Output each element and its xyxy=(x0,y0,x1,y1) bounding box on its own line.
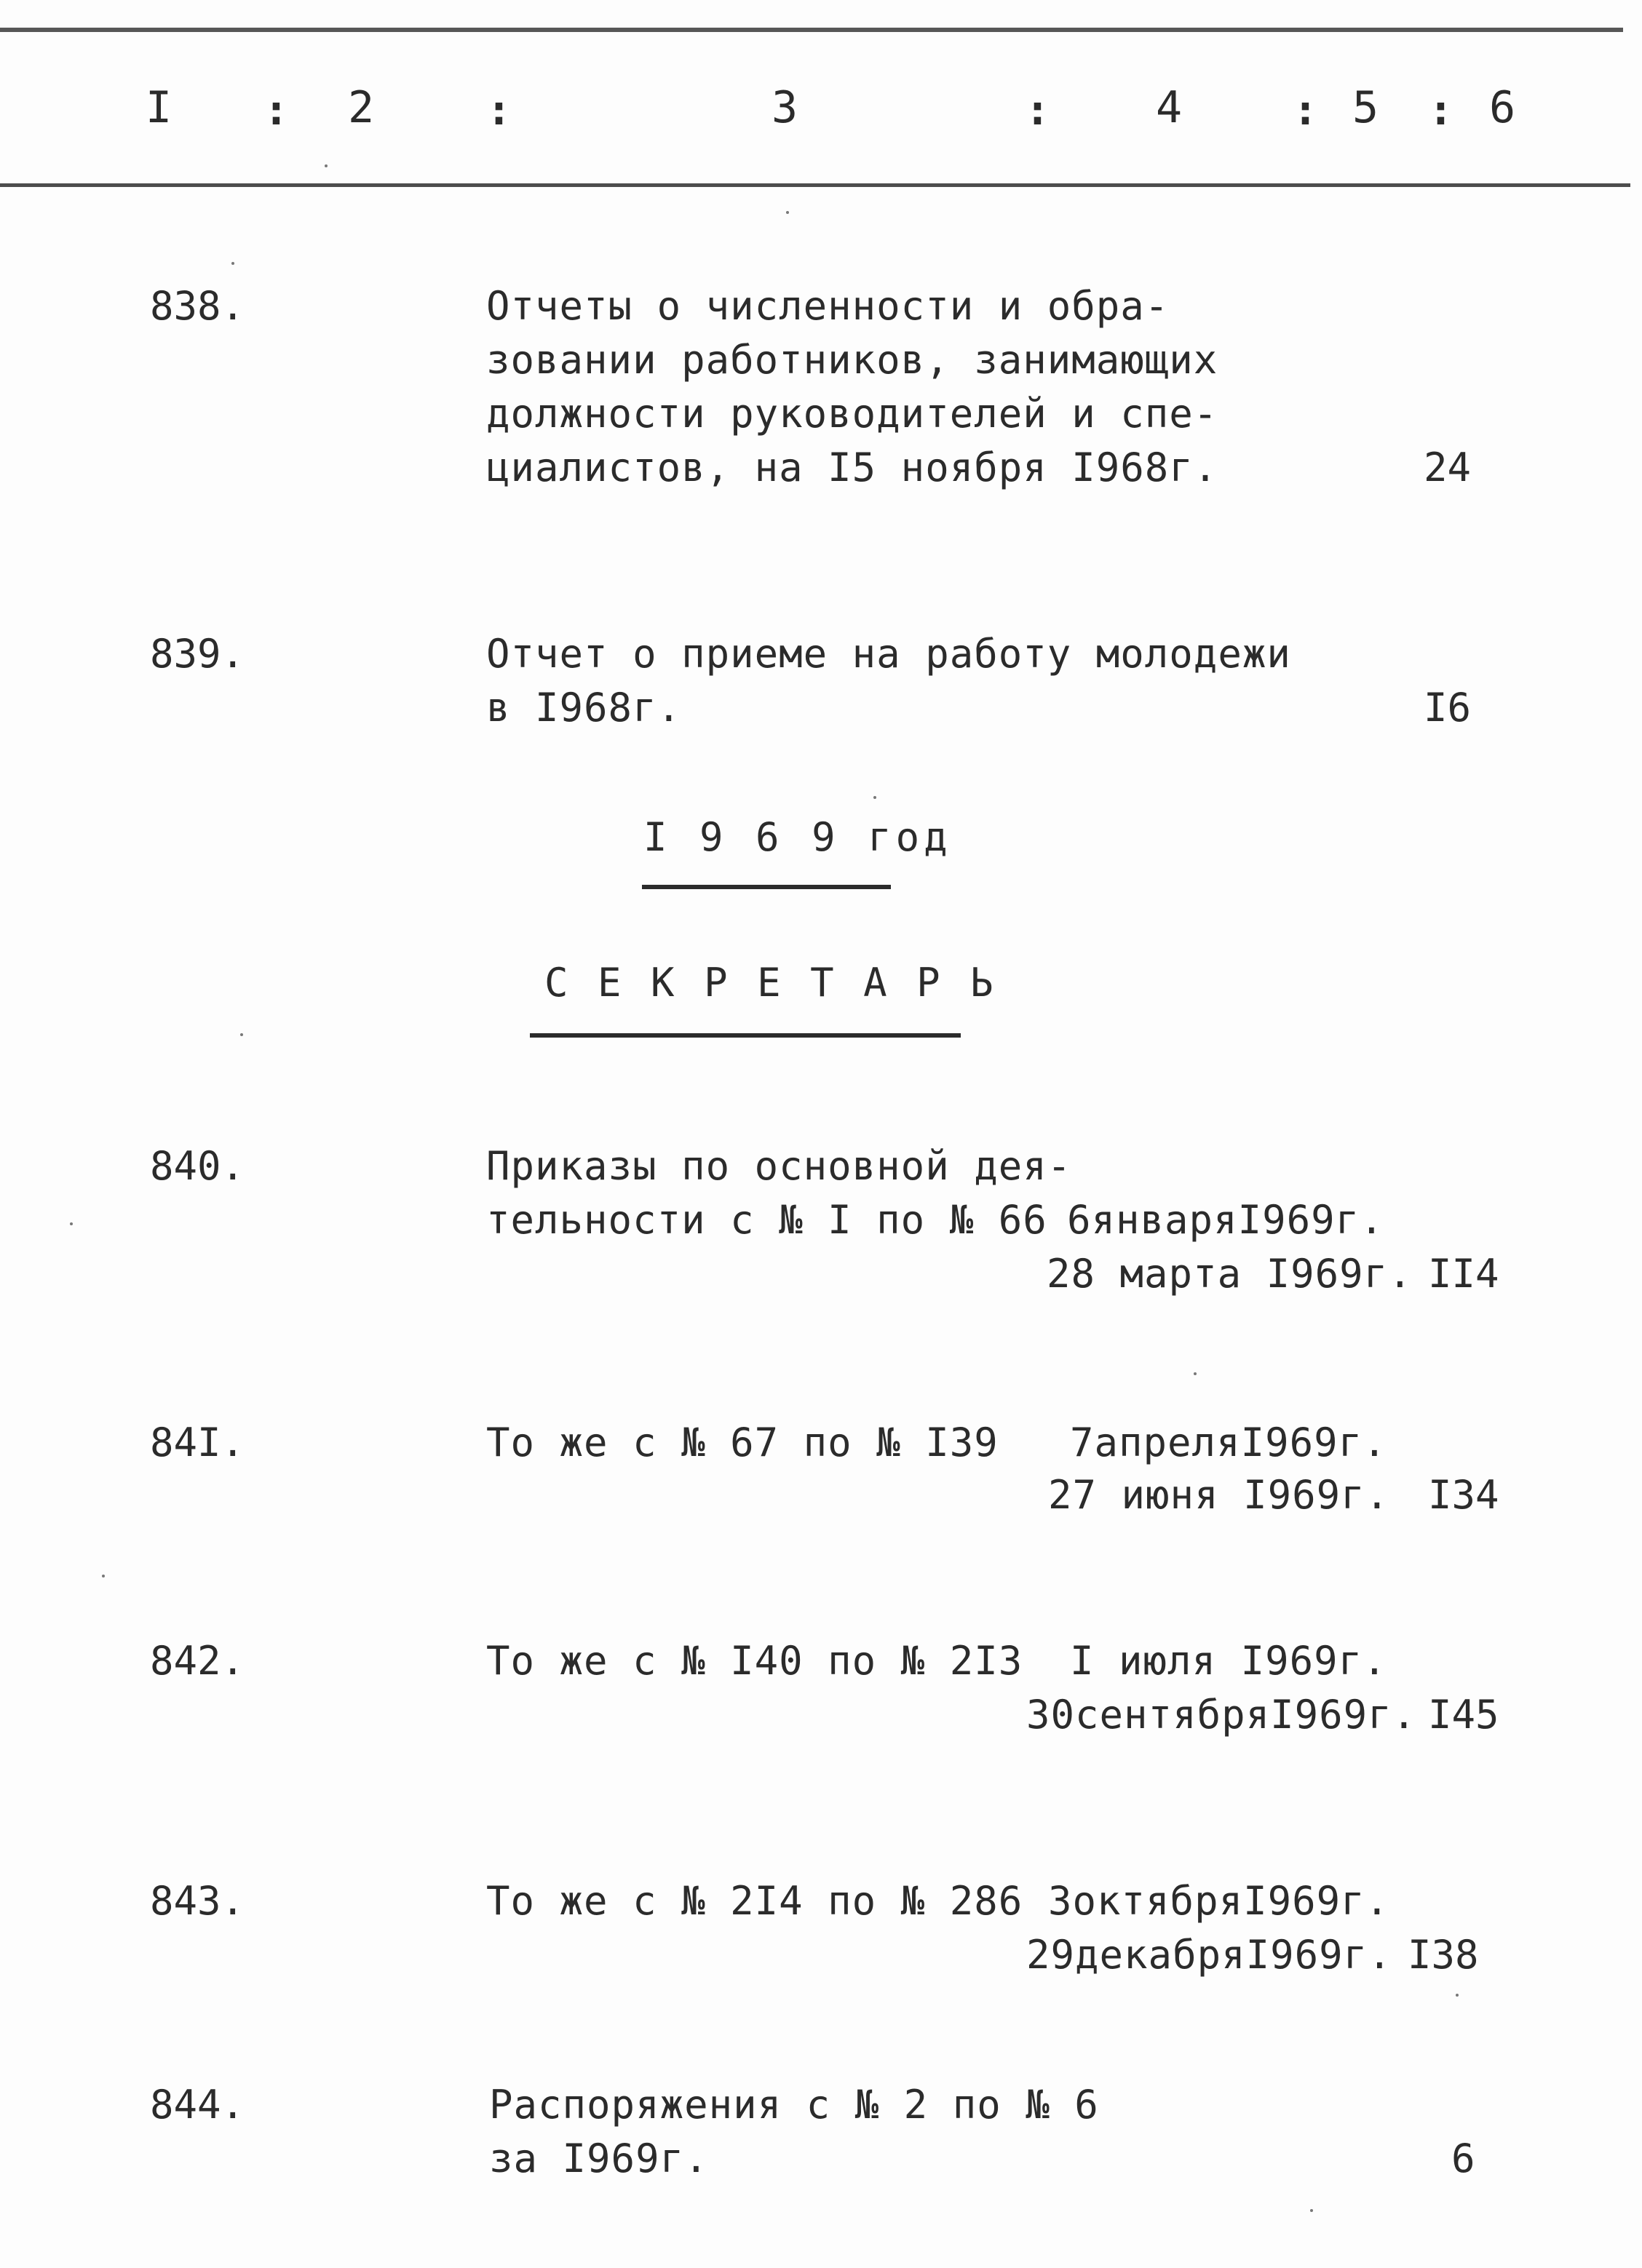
scan-speck xyxy=(873,796,876,799)
column-header-1: I xyxy=(146,82,172,133)
header-bottom-rule xyxy=(0,183,1630,187)
entry-number: 84I. xyxy=(150,1420,245,1465)
header-top-rule xyxy=(0,28,1623,32)
entry-title-line: должности руководителей и спе- xyxy=(486,391,1218,437)
entry-sheet-count: II4 xyxy=(1428,1251,1499,1297)
entry-number: 843. xyxy=(150,1878,245,1924)
column-header-5: 5 xyxy=(1352,82,1379,133)
scan-speck xyxy=(325,164,328,167)
column-separator: : xyxy=(486,85,512,135)
entry-title-line: циалистов, на I5 ноября I968г. xyxy=(486,445,1218,490)
entry-date-end: 30сентябряI969г. xyxy=(1026,1692,1417,1738)
entry-title-line: Распоряжения с № 2 по № 6 xyxy=(489,2082,1099,2128)
entry-date-start: 7апреляI969г. xyxy=(1070,1420,1387,1465)
column-header-6: 6 xyxy=(1489,82,1516,133)
year-heading-underline xyxy=(642,885,891,889)
entry-number: 842. xyxy=(150,1638,245,1684)
scan-speck xyxy=(240,1033,243,1036)
entry-title-line: То же с № 2I4 по № 286 xyxy=(486,1878,1023,1924)
scan-speck xyxy=(1194,1372,1197,1375)
entry-sheet-count: I6 xyxy=(1424,685,1472,731)
scan-speck xyxy=(1310,2209,1313,2212)
entry-sheet-count: I34 xyxy=(1428,1472,1499,1518)
entry-sheet-count: 24 xyxy=(1424,445,1472,490)
scan-speck xyxy=(786,211,789,214)
column-header-2: 2 xyxy=(348,82,375,133)
column-separator: : xyxy=(263,85,289,135)
column-header-4: 4 xyxy=(1156,82,1183,133)
entry-date-end: 28 марта I969г. xyxy=(1047,1251,1413,1297)
scan-speck xyxy=(231,262,234,265)
section-heading-underline xyxy=(530,1033,961,1038)
column-header-3: 3 xyxy=(772,82,798,133)
entry-title-line: То же с № 67 по № I39 xyxy=(486,1420,999,1465)
entry-title-line: Отчеты о численности и обра- xyxy=(486,283,1170,329)
entry-title-line: тельности с № I по № 66 xyxy=(486,1197,1047,1243)
scan-speck xyxy=(70,1222,73,1225)
entry-title-line: Отчет о приеме на работу молодежи xyxy=(486,631,1291,677)
entry-sheet-count: 6 xyxy=(1451,2136,1475,2181)
scan-speck xyxy=(102,1575,105,1577)
entry-number: 840. xyxy=(150,1143,245,1189)
entry-date-end: 27 июня I969г. xyxy=(1048,1472,1390,1518)
entry-number: 839. xyxy=(150,631,245,677)
entry-number: 838. xyxy=(150,283,245,329)
entry-date-end: 29декабряI969г. xyxy=(1026,1932,1392,1978)
entry-sheet-count: I45 xyxy=(1428,1692,1499,1738)
entry-title-line: То же с № I40 по № 2I3 xyxy=(486,1638,1023,1684)
year-heading: I 9 6 9 год xyxy=(643,814,952,860)
entry-number: 844. xyxy=(150,2082,245,2128)
entry-title-line: за I969г. xyxy=(489,2136,709,2181)
column-separator: : xyxy=(1428,85,1453,135)
entry-title-line: зовании работников, занимающих xyxy=(486,337,1218,383)
column-separator: : xyxy=(1293,85,1318,135)
entry-date-start: 6январяI969г. xyxy=(1067,1197,1384,1243)
section-heading: С Е К Р Е Т А Р Ь xyxy=(544,960,996,1006)
entry-date-start: 3октябряI969г. xyxy=(1048,1878,1390,1924)
entry-sheet-count: I38 xyxy=(1408,1932,1479,1978)
entry-title-line: Приказы по основной дея- xyxy=(486,1143,1072,1189)
column-separator: : xyxy=(1025,85,1050,135)
entry-title-line: в I968г. xyxy=(486,685,682,731)
entry-date-start: I июля I969г. xyxy=(1070,1638,1387,1684)
scan-speck xyxy=(1456,1994,1459,1997)
